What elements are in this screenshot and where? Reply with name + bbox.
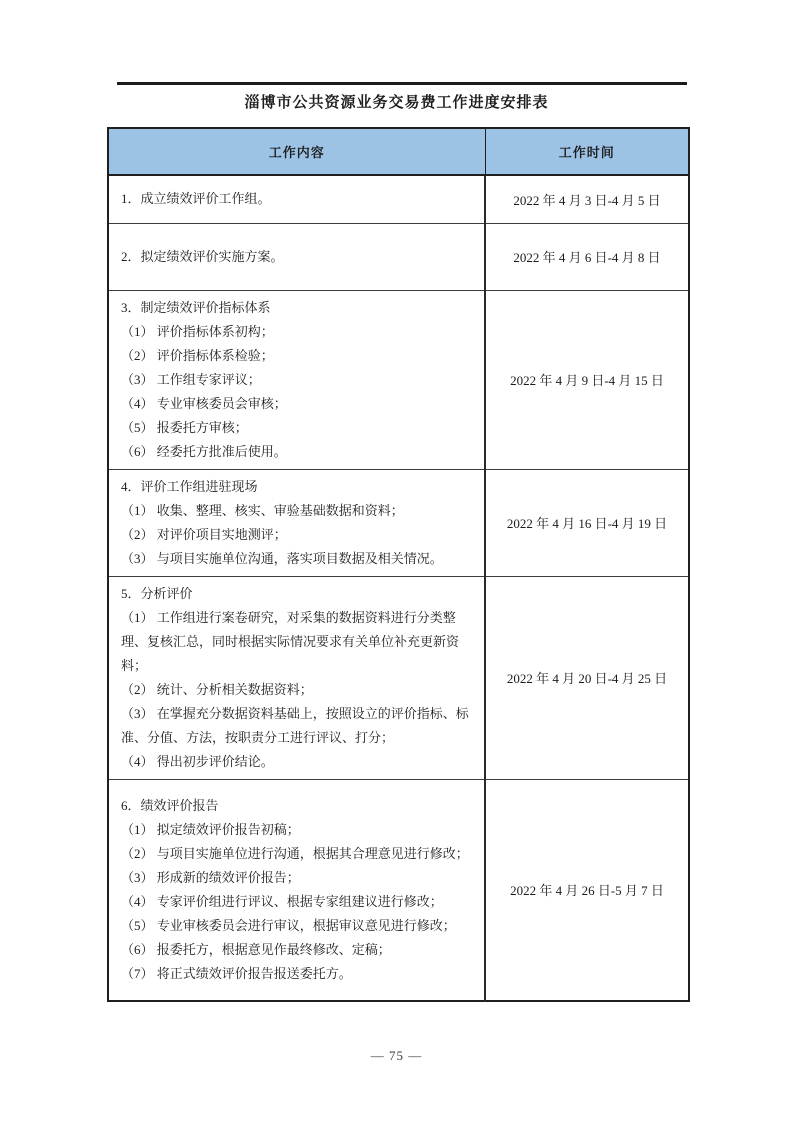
page-number: — 75 — xyxy=(370,1048,423,1063)
work-content-cell xyxy=(108,175,485,223)
work-content-line: （4） 得出初步评价结论。 xyxy=(121,753,274,769)
column-header-work-time: 工作时间 xyxy=(485,128,689,175)
work-content-line: （6） 报委托方，根据意见作最终修改、定稿； xyxy=(121,941,391,957)
work-content-line: 4．评价工作组进驻现场 xyxy=(121,478,258,494)
work-time-cell: 2022 年 4 月 3 日-4 月 5 日 xyxy=(485,175,689,223)
table-row xyxy=(108,576,689,779)
work-content-line: （3） 形成新的绩效评价报告； xyxy=(121,869,300,885)
work-content-line: 2．拟定绩效评价实施方案。 xyxy=(121,248,284,264)
work-time-cell: 2022 年 4 月 20 日-4 月 25 日 xyxy=(485,576,689,779)
column-header-work-content: 工作内容 xyxy=(108,128,485,175)
work-content-line: （1） 收集、整理、核实、审验基础数据和资料； xyxy=(121,502,404,518)
work-content-line: （2） 对评价项目实地测评； xyxy=(121,526,287,542)
work-content-cell xyxy=(108,223,485,290)
work-time-cell: 2022 年 4 月 26 日-5 月 7 日 xyxy=(485,779,689,1001)
work-content-line: （7） 将正式绩效评价报告报送委托方。 xyxy=(121,965,352,981)
table-row xyxy=(108,223,689,290)
work-time-cell: 2022 年 4 月 6 日-4 月 8 日 xyxy=(485,223,689,290)
work-time-cell: 2022 年 4 月 9 日-4 月 15 日 xyxy=(485,290,689,469)
work-content-line: （5） 专业审核委员会进行审议，根据审议意见进行修改； xyxy=(121,917,456,933)
work-content-line: 3．制定绩效评价指标体系 xyxy=(121,299,271,315)
work-content-line: （3） 在掌握充分数据资料基础上，按照设立的评价指标、标准、分值、方法，按职责分工进行评议、打分； xyxy=(121,705,469,745)
work-content-line: （5） 报委托方审核； xyxy=(121,419,248,435)
table-row xyxy=(108,779,689,1001)
work-content-line: 5．分析评价 xyxy=(121,585,193,601)
page-title: 淄博市公共资源业务交易费工作进度安排表 xyxy=(244,95,549,111)
schedule-table xyxy=(107,127,690,1002)
work-content-cell xyxy=(108,576,485,779)
work-content-line: （1） 拟定绩效评价报告初稿； xyxy=(121,821,300,837)
work-content-line: （4） 专业审核委员会审核； xyxy=(121,395,287,411)
work-content-line: （4） 专家评价组进行评议、根据专家组建议进行修改； xyxy=(121,893,443,909)
work-content-line: （3） 与项目实施单位沟通，落实项目数据及相关情况。 xyxy=(121,550,443,566)
work-content-line: （2） 统计、分析相关数据资料； xyxy=(121,681,313,697)
work-content-line: （1） 评价指标体系初构； xyxy=(121,323,274,339)
work-content-line: （3） 工作组专家评议； xyxy=(121,371,261,387)
table-header-row xyxy=(108,128,689,175)
work-content-line: （1） 工作组进行案卷研究，对采集的数据资料进行分类整理、复核汇总，同时根据实际情况要求有关单位补充更新资料； xyxy=(121,609,460,673)
table-row xyxy=(108,175,689,223)
work-content-line: （6） 经委托方批准后使用。 xyxy=(121,443,287,459)
work-content-cell xyxy=(108,469,485,576)
table-row xyxy=(108,469,689,576)
header-rule xyxy=(117,82,687,85)
work-content-line: 1．成立绩效评价工作组。 xyxy=(121,191,271,207)
work-content-line: （2） 与项目实施单位进行沟通，根据其合理意见进行修改； xyxy=(121,845,469,861)
work-content-line: （2） 评价指标体系检验； xyxy=(121,347,274,363)
work-time-cell: 2022 年 4 月 16 日-4 月 19 日 xyxy=(485,469,689,576)
table-row xyxy=(108,290,689,469)
work-content-cell xyxy=(108,779,485,1001)
work-content-line: 6．绩效评价报告 xyxy=(121,797,219,813)
work-content-cell xyxy=(108,290,485,469)
